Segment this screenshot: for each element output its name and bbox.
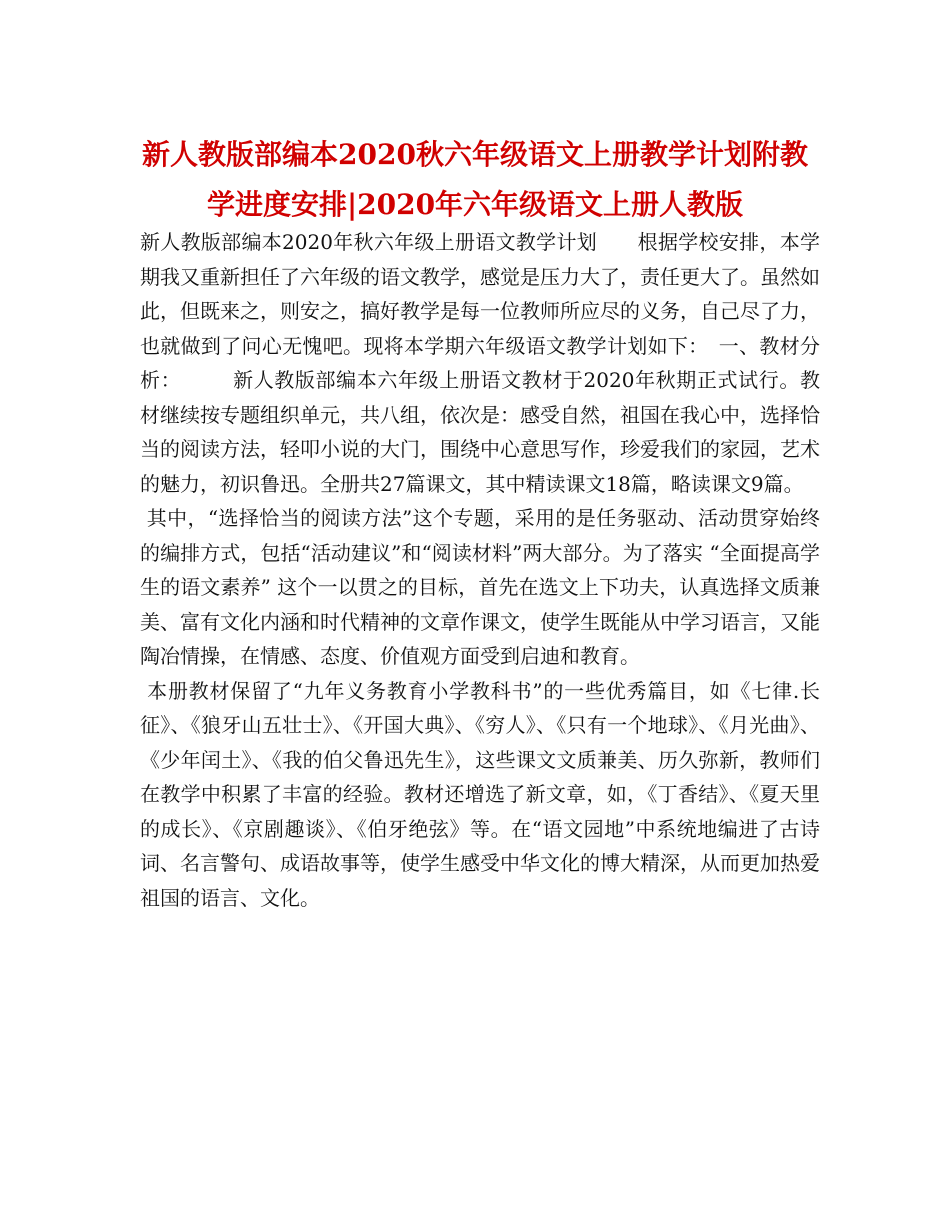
paragraph-reading-methods: 其中，“选择恰当的阅读方法”这个专题，采用的是任务驱动、活动贯穿始终的编排方式，包括“活动建议”和“阅读材料”两大部分。为了落实 “全面提高学生的语文素养” 这个一以贯之的目标，首先在选文上下功夫，认真选择文质兼美、富有文化内涵和时代精神的文章作课文，使学生既能从中学习语言，又能陶冶情操，在情感、态度、价值观方面受到启迪和教育。 xyxy=(140,506,820,668)
document-title xyxy=(120,130,830,230)
title-line-1: 新人教版部编本2020秋六年级语文上册教学计划附教 xyxy=(142,138,808,171)
paragraph-selected-texts: 本册教材保留了“九年义务教育小学教科书”的一些优秀篇目，如《七律.长征》、《狼牙山五壮士》、《开国大典》、《穷人》、《只有一个地球》、《月光曲》、《少年闰土》、《我的伯父鲁迅先生》，这些课文文质兼美、历久弥新，教师们在教学中积累了丰富的经验。教材还增选了新文章，如，《丁香结》、《夏天里的成长》、《京剧趣谈》、《伯牙绝弦》等。在“语文园地”中系统地编进了古诗词、名言警句、成语故事等，使学生感受中华文化的博大精深，从而更加热爱祖国的语言、文化。 xyxy=(140,678,821,910)
title-line-2: 学进度安排|2020年六年级语文上册人教版 xyxy=(206,188,744,221)
document-body xyxy=(140,225,820,915)
paragraph-intro: 新人教版部编本2020年秋六年级上册语文教学计划 根据学校安排，本学期我又重新担任了六年级的语文教学，感觉是压力大了，责任更大了。虽然如此，但既来之，则安之，搞好教学是每一位教师所应尽的义务，自己尽了力，也就做到了问心无愧吧。现将本学期六年级语文教学计划如下： 一、教材分析： 新人教版部编本六年级上册语文教材于2020年秋期正式试行。教材继续按专题组织单元，共八组，依次是：感受自然，祖国在我心中，选择恰当的阅读方法，轻叩小说的大门，围绕中心意思写作，珍爱我们的家园，艺术的魅力，初识鲁迅。全册共27篇课文，其中精读课文18篇，略读课文9篇。 xyxy=(140,230,820,496)
